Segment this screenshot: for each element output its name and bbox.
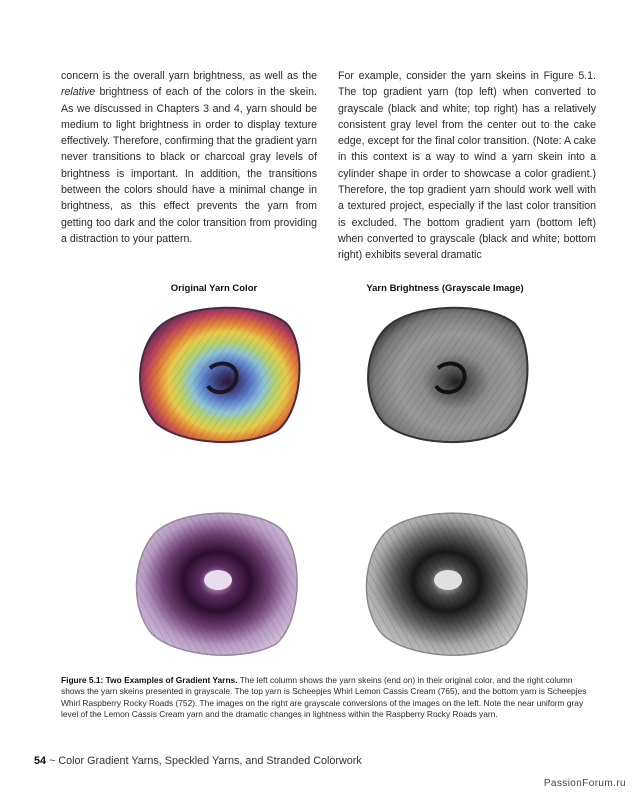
yarn-image-raspberry-grayscale <box>356 502 536 662</box>
page-number: 54 <box>34 755 47 767</box>
chapter-title: Color Gradient Yarns, Speckled Yarns, and Stranded Colorwork <box>58 755 362 767</box>
figure-caption-text: The left column shows the yarn skeins (end on) in their original color, and the right column shows the yarn skeins presented in grayscale. The top yarn is Scheepjes Whirl Lemon Cassis Cream (765), and the bottom yarn is Scheepjes Whirl Raspberry Rocky Roads (752). The images on the right are grayscale conversions of the images on the left. Note the near uniform gray level of the Lemon Cassis Cream yarn and the dramatic changes in lightness within the Raspberry Rocky Roads yarn. <box>61 675 587 720</box>
yarn-image-raspberry-color <box>126 502 306 662</box>
figure-column-title-grayscale: Yarn Brightness (Grayscale Image) <box>366 283 524 294</box>
figure-caption <box>61 675 596 721</box>
body-left-text-2: brightness of each of the colors in the skein. As we discussed in Chapters 3 and 4, yarn should be medium to light brightness in order to display texture effectively. Therefore, confirming that the gradient yarn never transitions to black or charcoal gray levels of brightness is important. In addition, the transitions between the colors should have a minimal change in brightness, as this effect prevents the yarn from getting too dark and the color transition from providing a distraction to your pattern. <box>61 86 317 245</box>
body-left-text-1: concern is the overall yarn brightness, as well as the <box>61 70 317 82</box>
body-column-left <box>61 68 317 247</box>
figure-column-title-color: Original Yarn Color <box>170 283 258 294</box>
watermark: PassionForum.ru <box>543 778 626 789</box>
page-footer <box>34 755 362 767</box>
yarn-image-lemon-cassis-grayscale <box>356 298 536 448</box>
footer-separator: ~ <box>49 755 56 767</box>
yarn-image-lemon-cassis-color <box>128 298 308 448</box>
body-left-emphasis: relative <box>61 86 96 99</box>
figure-caption-title: Figure 5.1: Two Examples of Gradient Yarns. <box>61 675 238 685</box>
body-column-right: For example, consider the yarn skeins in Figure 5.1. The top gradient yarn (top left) when converted to grayscale (black and white; top right) has a relatively consistent gray level from the center out to the cake edge, except for the final color transition. (Note: A cake in this context is a way to wind a yarn skein into a cylinder shape in order to showcase a color gradient.) Therefore, the top gradient yarn should work well with a textured project, especially if the last color transition is excluded. The bottom gradient yarn (bottom left) when converted to grayscale (black and white; bottom right) exhibits several dramatic <box>338 70 596 262</box>
